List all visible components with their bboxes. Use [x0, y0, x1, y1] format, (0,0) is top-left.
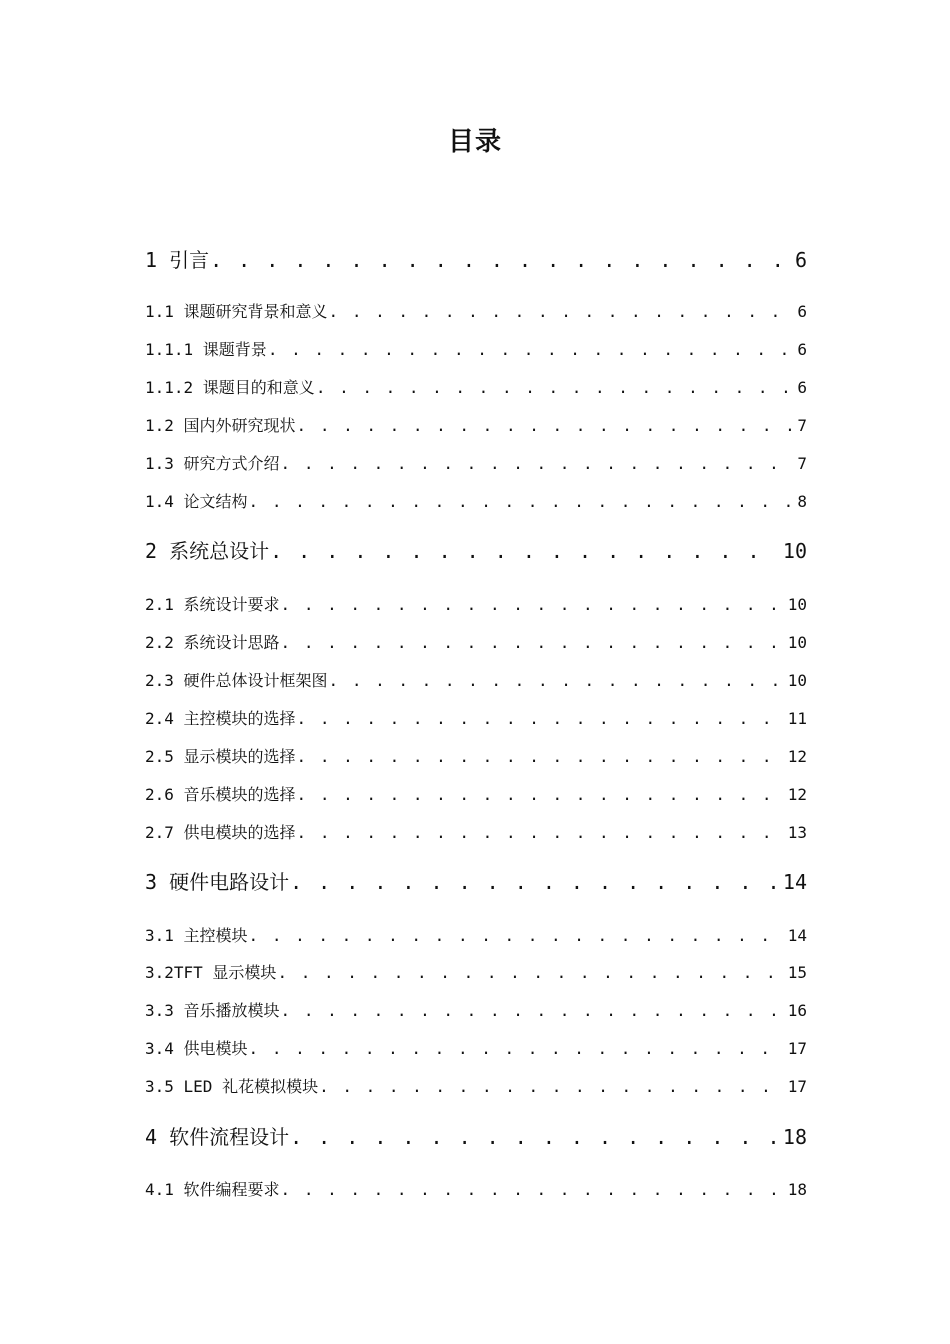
dot-leader	[297, 782, 785, 808]
toc-entry[interactable]	[145, 867, 807, 897]
dot-leader	[281, 451, 795, 477]
toc-entry-page: 17	[787, 1077, 807, 1096]
toc-entry-label: 2.1 系统设计要求	[145, 595, 280, 614]
dot-leader	[270, 536, 780, 566]
toc-entry[interactable]	[145, 375, 807, 401]
toc-entry[interactable]	[145, 744, 807, 770]
toc-entry-page: 13	[787, 823, 807, 842]
toc-entry[interactable]	[145, 782, 807, 808]
toc-entry-page: 6	[797, 340, 807, 359]
toc-entry-label: 2 系统总设计	[145, 539, 270, 563]
dot-leader	[281, 998, 785, 1024]
toc-entry[interactable]	[145, 960, 807, 986]
toc-entry-label: 4.1 软件编程要求	[145, 1180, 280, 1199]
dot-leader	[277, 960, 784, 986]
toc-entry-page: 17	[787, 1039, 807, 1058]
toc-entry-page: 8	[797, 492, 807, 511]
toc-entry-page: 12	[787, 785, 807, 804]
dot-leader	[268, 337, 795, 363]
toc-entry-page: 18	[782, 1125, 807, 1149]
toc-entry-label: 3.1 主控模块	[145, 926, 248, 945]
toc-entry-page: 15	[787, 963, 807, 982]
toc-entry-page: 11	[787, 709, 807, 728]
toc-entry[interactable]	[145, 820, 807, 846]
toc-entry[interactable]	[145, 668, 807, 694]
dot-leader	[281, 630, 785, 656]
toc-entry[interactable]	[145, 451, 807, 477]
dot-leader	[319, 1074, 785, 1100]
toc-entry[interactable]	[145, 998, 807, 1024]
toc-entry-page: 10	[782, 539, 807, 563]
toc-entry-label: 2.5 显示模块的选择	[145, 747, 296, 766]
dot-leader	[329, 299, 795, 325]
dot-leader	[281, 592, 785, 618]
toc-entry[interactable]	[145, 1074, 807, 1100]
dot-leader	[249, 1036, 785, 1062]
toc-entry-label: 1.4 论文结构	[145, 492, 248, 511]
toc-entry-page: 10	[787, 595, 807, 614]
toc-entry-page: 12	[787, 747, 807, 766]
toc-entry-label: 1.2 国内外研究现状	[145, 416, 296, 435]
toc-entry-label: 1.1 课题研究背景和意义	[145, 302, 328, 321]
toc-entry-label: 3.4 供电模块	[145, 1039, 248, 1058]
dot-leader	[290, 1122, 780, 1152]
dot-leader	[210, 245, 792, 275]
toc-entry[interactable]	[145, 1122, 807, 1152]
dot-leader	[249, 923, 785, 949]
toc-entry-page: 6	[797, 378, 807, 397]
toc-entry[interactable]	[145, 706, 807, 732]
toc-entry-page: 7	[797, 416, 807, 435]
dot-leader	[316, 375, 795, 401]
toc-entry[interactable]	[145, 1036, 807, 1062]
toc-entry-label: 1.1.1 课题背景	[145, 340, 267, 359]
toc-entry-label: 1.1.2 课题目的和意义	[145, 378, 315, 397]
dot-leader	[297, 413, 795, 439]
toc-entry-label: 2.6 音乐模块的选择	[145, 785, 296, 804]
toc-entry-label: 1 引言	[145, 248, 210, 272]
toc-entry[interactable]	[145, 337, 807, 363]
dot-leader	[249, 489, 795, 515]
dot-leader	[297, 744, 785, 770]
dot-leader	[297, 706, 785, 732]
toc-entry[interactable]	[145, 923, 807, 949]
toc-entry-label: 2.2 系统设计思路	[145, 633, 280, 652]
toc-entry[interactable]	[145, 630, 807, 656]
toc-entry-page: 14	[787, 926, 807, 945]
toc-entry[interactable]	[145, 592, 807, 618]
toc-entry-label: 3.2TFT 显示模块	[145, 963, 277, 982]
toc-entry-page: 18	[787, 1180, 807, 1199]
toc-entry-label: 2.4 主控模块的选择	[145, 709, 296, 728]
toc-entry-label: 2.3 硬件总体设计框架图	[145, 671, 328, 690]
toc-entry-label: 4 软件流程设计	[145, 1125, 290, 1149]
dot-leader	[281, 1177, 785, 1203]
toc-entry[interactable]	[145, 536, 807, 566]
toc-entry-label: 3.3 音乐播放模块	[145, 1001, 280, 1020]
toc-title: 目录	[447, 127, 502, 157]
toc-entry-page: 10	[787, 633, 807, 652]
toc-entry-page: 16	[787, 1001, 807, 1020]
toc-entry-page: 14	[782, 870, 807, 894]
dot-leader	[290, 867, 780, 897]
toc-entry-label: 3.5 LED 礼花模拟模块	[145, 1077, 319, 1096]
toc-entry-label: 2.7 供电模块的选择	[145, 823, 296, 842]
toc-entry-page: 6	[794, 248, 807, 272]
dot-leader	[329, 668, 785, 694]
toc-entry[interactable]	[145, 489, 807, 515]
toc-entry[interactable]	[145, 245, 807, 275]
dot-leader	[297, 820, 785, 846]
toc-entry[interactable]	[145, 1177, 807, 1203]
toc-entry[interactable]	[145, 299, 807, 325]
toc-entry-page: 10	[787, 671, 807, 690]
toc-entry-page: 6	[797, 302, 807, 321]
toc-entry[interactable]	[145, 413, 807, 439]
toc-entry-label: 1.3 研究方式介绍	[145, 454, 280, 473]
toc-entry-page: 7	[797, 454, 807, 473]
toc-entry-label: 3 硬件电路设计	[145, 870, 290, 894]
